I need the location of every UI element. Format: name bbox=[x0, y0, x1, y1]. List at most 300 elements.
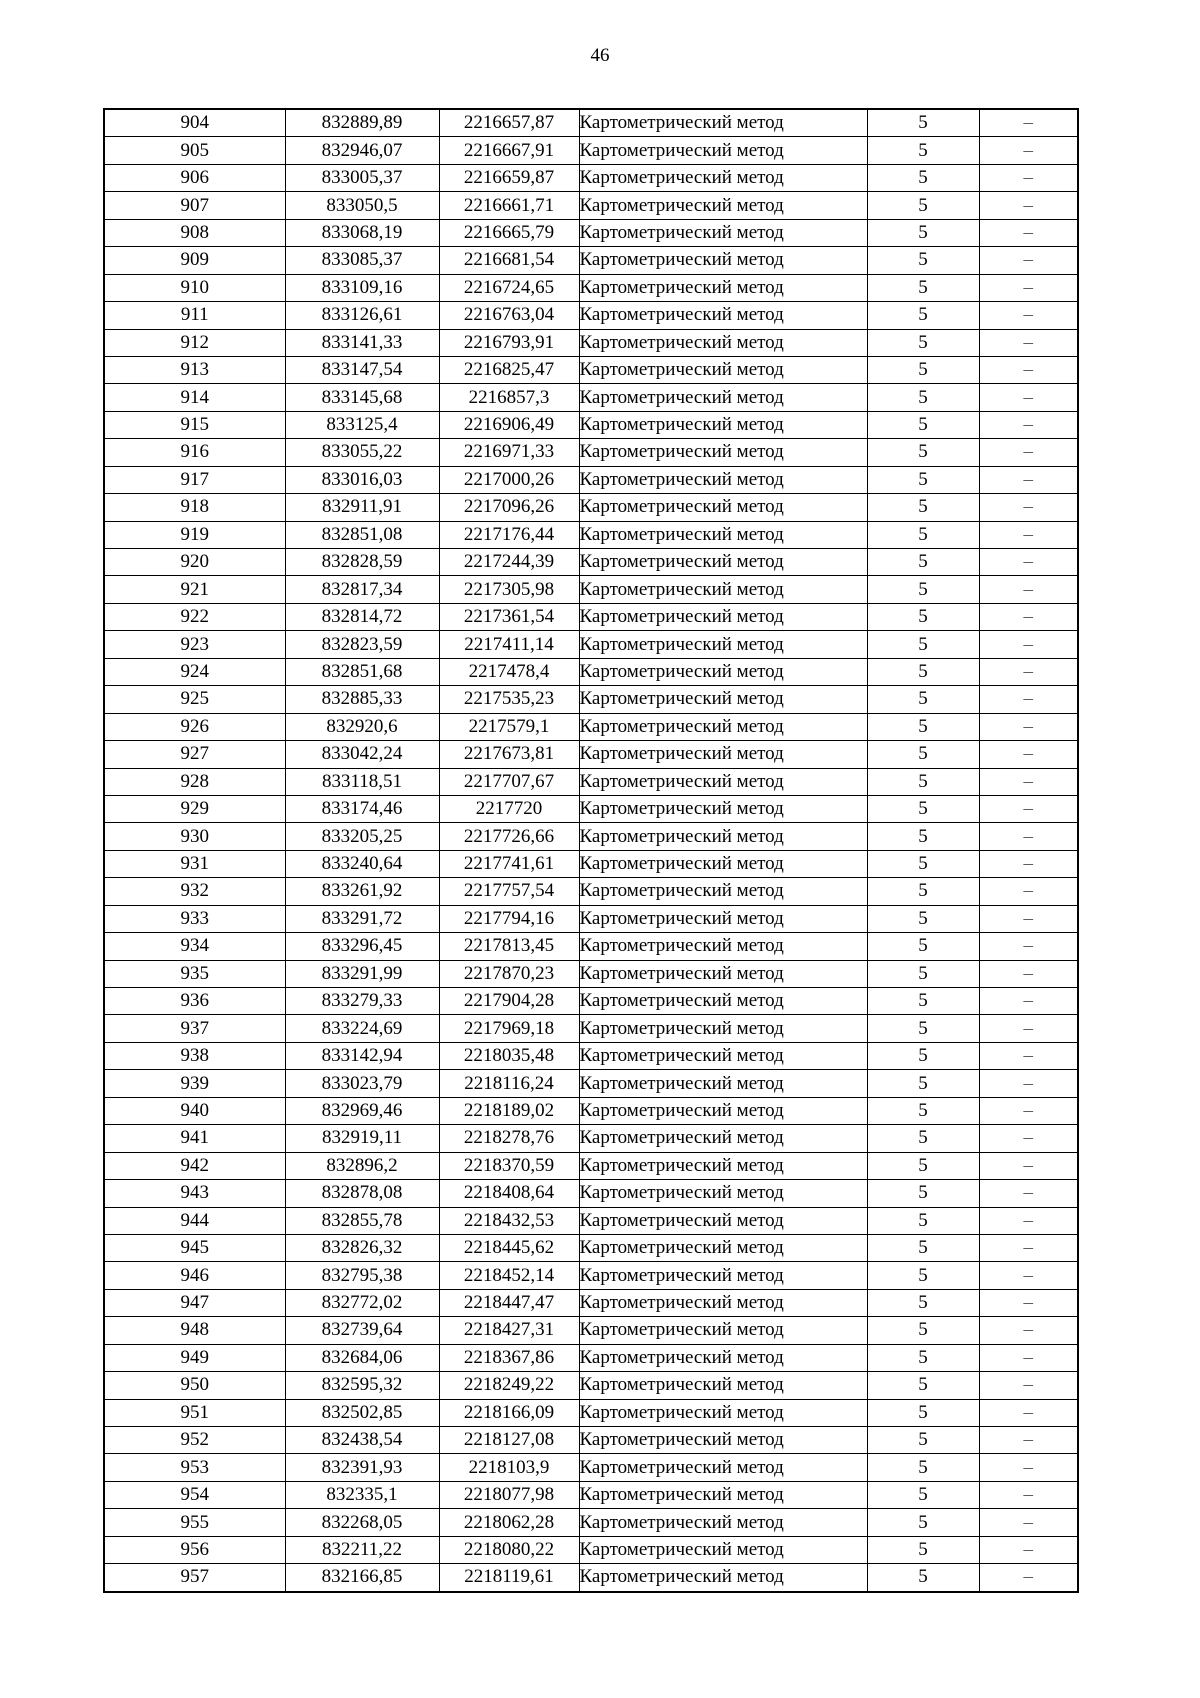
accuracy-cell: 5 bbox=[867, 1427, 979, 1454]
point-number-cell: 916 bbox=[104, 439, 285, 466]
table-row bbox=[104, 164, 1078, 191]
method-cell: Картометрический метод bbox=[579, 960, 867, 987]
description-cell: – bbox=[979, 356, 1078, 383]
point-number-cell: 932 bbox=[104, 878, 285, 905]
table-row bbox=[104, 109, 1078, 137]
point-number-cell: 914 bbox=[104, 384, 285, 411]
y-coordinate-cell: 2216857,3 bbox=[439, 384, 579, 411]
table-row bbox=[104, 960, 1078, 987]
table-row bbox=[104, 521, 1078, 548]
table-row bbox=[104, 466, 1078, 493]
method-cell: Картометрический метод bbox=[579, 1015, 867, 1042]
point-number-cell: 952 bbox=[104, 1427, 285, 1454]
description-cell: – bbox=[979, 686, 1078, 713]
point-number-cell: 930 bbox=[104, 823, 285, 850]
table-row bbox=[104, 713, 1078, 740]
method-cell: Картометрический метод bbox=[579, 933, 867, 960]
accuracy-cell: 5 bbox=[867, 439, 979, 466]
table-row bbox=[104, 1125, 1078, 1152]
accuracy-cell: 5 bbox=[867, 603, 979, 630]
y-coordinate-cell: 2217305,98 bbox=[439, 576, 579, 603]
method-cell: Картометрический метод bbox=[579, 768, 867, 795]
point-number-cell: 922 bbox=[104, 603, 285, 630]
description-cell: – bbox=[979, 1015, 1078, 1042]
y-coordinate-cell: 2216793,91 bbox=[439, 329, 579, 356]
method-cell: Картометрический метод bbox=[579, 137, 867, 164]
accuracy-cell: 5 bbox=[867, 494, 979, 521]
accuracy-cell: 5 bbox=[867, 1564, 979, 1592]
method-cell: Картометрический метод bbox=[579, 878, 867, 905]
method-cell: Картометрический метод bbox=[579, 1564, 867, 1592]
method-cell: Картометрический метод bbox=[579, 1125, 867, 1152]
x-coordinate-cell: 832739,64 bbox=[285, 1317, 439, 1344]
point-number-cell: 944 bbox=[104, 1207, 285, 1234]
table-row bbox=[104, 1481, 1078, 1508]
description-cell: – bbox=[979, 411, 1078, 438]
y-coordinate-cell: 2218445,62 bbox=[439, 1234, 579, 1261]
accuracy-cell: 5 bbox=[867, 356, 979, 383]
x-coordinate-cell: 832946,07 bbox=[285, 137, 439, 164]
x-coordinate-cell: 833291,99 bbox=[285, 960, 439, 987]
accuracy-cell: 5 bbox=[867, 686, 979, 713]
x-coordinate-cell: 832826,32 bbox=[285, 1234, 439, 1261]
accuracy-cell: 5 bbox=[867, 933, 979, 960]
accuracy-cell: 5 bbox=[867, 823, 979, 850]
description-cell: – bbox=[979, 109, 1078, 137]
y-coordinate-cell: 2217720 bbox=[439, 795, 579, 822]
x-coordinate-cell: 833174,46 bbox=[285, 795, 439, 822]
coordinates-table-body bbox=[104, 109, 1078, 1592]
x-coordinate-cell: 832823,59 bbox=[285, 631, 439, 658]
y-coordinate-cell: 2218116,24 bbox=[439, 1070, 579, 1097]
point-number-cell: 948 bbox=[104, 1317, 285, 1344]
accuracy-cell: 5 bbox=[867, 988, 979, 1015]
table-row bbox=[104, 741, 1078, 768]
y-coordinate-cell: 2216659,87 bbox=[439, 164, 579, 191]
point-number-cell: 918 bbox=[104, 494, 285, 521]
method-cell: Картометрический метод bbox=[579, 1481, 867, 1508]
description-cell: – bbox=[979, 768, 1078, 795]
accuracy-cell: 5 bbox=[867, 768, 979, 795]
method-cell: Картометрический метод bbox=[579, 1344, 867, 1371]
description-cell: – bbox=[979, 466, 1078, 493]
y-coordinate-cell: 2217741,61 bbox=[439, 850, 579, 877]
table-row bbox=[104, 1097, 1078, 1124]
point-number-cell: 946 bbox=[104, 1262, 285, 1289]
description-cell: – bbox=[979, 823, 1078, 850]
point-number-cell: 917 bbox=[104, 466, 285, 493]
point-number-cell: 923 bbox=[104, 631, 285, 658]
coordinates-table bbox=[103, 108, 1079, 1593]
table-row bbox=[104, 1427, 1078, 1454]
description-cell: – bbox=[979, 1564, 1078, 1592]
point-number-cell: 954 bbox=[104, 1481, 285, 1508]
description-cell: – bbox=[979, 960, 1078, 987]
point-number-cell: 943 bbox=[104, 1180, 285, 1207]
y-coordinate-cell: 2216667,91 bbox=[439, 137, 579, 164]
table-row bbox=[104, 274, 1078, 301]
method-cell: Картометрический метод bbox=[579, 1234, 867, 1261]
x-coordinate-cell: 832438,54 bbox=[285, 1427, 439, 1454]
method-cell: Картометрический метод bbox=[579, 219, 867, 246]
x-coordinate-cell: 833291,72 bbox=[285, 905, 439, 932]
point-number-cell: 926 bbox=[104, 713, 285, 740]
table-row bbox=[104, 384, 1078, 411]
description-cell: – bbox=[979, 1070, 1078, 1097]
point-number-cell: 942 bbox=[104, 1152, 285, 1179]
y-coordinate-cell: 2217411,14 bbox=[439, 631, 579, 658]
x-coordinate-cell: 833261,92 bbox=[285, 878, 439, 905]
table-row bbox=[104, 768, 1078, 795]
accuracy-cell: 5 bbox=[867, 1234, 979, 1261]
accuracy-cell: 5 bbox=[867, 795, 979, 822]
accuracy-cell: 5 bbox=[867, 905, 979, 932]
y-coordinate-cell: 2217726,66 bbox=[439, 823, 579, 850]
description-cell: – bbox=[979, 302, 1078, 329]
x-coordinate-cell: 832851,68 bbox=[285, 658, 439, 685]
table-row bbox=[104, 1015, 1078, 1042]
accuracy-cell: 5 bbox=[867, 302, 979, 329]
x-coordinate-cell: 833005,37 bbox=[285, 164, 439, 191]
y-coordinate-cell: 2217673,81 bbox=[439, 741, 579, 768]
point-number-cell: 908 bbox=[104, 219, 285, 246]
method-cell: Картометрический метод bbox=[579, 494, 867, 521]
table-row bbox=[104, 1180, 1078, 1207]
x-coordinate-cell: 832828,59 bbox=[285, 549, 439, 576]
description-cell: – bbox=[979, 1399, 1078, 1426]
x-coordinate-cell: 832335,1 bbox=[285, 1481, 439, 1508]
table-row bbox=[104, 411, 1078, 438]
table-row bbox=[104, 439, 1078, 466]
accuracy-cell: 5 bbox=[867, 164, 979, 191]
description-cell: – bbox=[979, 741, 1078, 768]
y-coordinate-cell: 2217096,26 bbox=[439, 494, 579, 521]
y-coordinate-cell: 2218249,22 bbox=[439, 1372, 579, 1399]
point-number-cell: 937 bbox=[104, 1015, 285, 1042]
table-row bbox=[104, 603, 1078, 630]
accuracy-cell: 5 bbox=[867, 850, 979, 877]
method-cell: Картометрический метод bbox=[579, 823, 867, 850]
x-coordinate-cell: 833125,4 bbox=[285, 411, 439, 438]
x-coordinate-cell: 832920,6 bbox=[285, 713, 439, 740]
method-cell: Картометрический метод bbox=[579, 1536, 867, 1563]
table-row bbox=[104, 1509, 1078, 1536]
method-cell: Картометрический метод bbox=[579, 356, 867, 383]
method-cell: Картометрический метод bbox=[579, 1399, 867, 1426]
y-coordinate-cell: 2216763,04 bbox=[439, 302, 579, 329]
accuracy-cell: 5 bbox=[867, 1262, 979, 1289]
table-row bbox=[104, 219, 1078, 246]
x-coordinate-cell: 833118,51 bbox=[285, 768, 439, 795]
method-cell: Картометрический метод bbox=[579, 384, 867, 411]
y-coordinate-cell: 2217904,28 bbox=[439, 988, 579, 1015]
table-row bbox=[104, 1152, 1078, 1179]
table-row bbox=[104, 1317, 1078, 1344]
accuracy-cell: 5 bbox=[867, 1097, 979, 1124]
method-cell: Картометрический метод bbox=[579, 988, 867, 1015]
accuracy-cell: 5 bbox=[867, 960, 979, 987]
method-cell: Картометрический метод bbox=[579, 1372, 867, 1399]
description-cell: – bbox=[979, 850, 1078, 877]
y-coordinate-cell: 2217870,23 bbox=[439, 960, 579, 987]
y-coordinate-cell: 2218127,08 bbox=[439, 1427, 579, 1454]
description-cell: – bbox=[979, 603, 1078, 630]
point-number-cell: 931 bbox=[104, 850, 285, 877]
description-cell: – bbox=[979, 164, 1078, 191]
y-coordinate-cell: 2216681,54 bbox=[439, 247, 579, 274]
table-row bbox=[104, 878, 1078, 905]
table-row bbox=[104, 631, 1078, 658]
table-row bbox=[104, 1262, 1078, 1289]
point-number-cell: 909 bbox=[104, 247, 285, 274]
description-cell: – bbox=[979, 1097, 1078, 1124]
description-cell: – bbox=[979, 988, 1078, 1015]
point-number-cell: 935 bbox=[104, 960, 285, 987]
x-coordinate-cell: 832814,72 bbox=[285, 603, 439, 630]
y-coordinate-cell: 2217361,54 bbox=[439, 603, 579, 630]
accuracy-cell: 5 bbox=[867, 137, 979, 164]
description-cell: – bbox=[979, 1509, 1078, 1536]
point-number-cell: 945 bbox=[104, 1234, 285, 1261]
y-coordinate-cell: 2218278,76 bbox=[439, 1125, 579, 1152]
x-coordinate-cell: 833050,5 bbox=[285, 192, 439, 219]
x-coordinate-cell: 833055,22 bbox=[285, 439, 439, 466]
accuracy-cell: 5 bbox=[867, 1372, 979, 1399]
description-cell: – bbox=[979, 1207, 1078, 1234]
point-number-cell: 949 bbox=[104, 1344, 285, 1371]
point-number-cell: 925 bbox=[104, 686, 285, 713]
x-coordinate-cell: 833068,19 bbox=[285, 219, 439, 246]
method-cell: Картометрический метод bbox=[579, 109, 867, 137]
y-coordinate-cell: 2217535,23 bbox=[439, 686, 579, 713]
point-number-cell: 953 bbox=[104, 1454, 285, 1481]
x-coordinate-cell: 833224,69 bbox=[285, 1015, 439, 1042]
accuracy-cell: 5 bbox=[867, 329, 979, 356]
method-cell: Картометрический метод bbox=[579, 1152, 867, 1179]
point-number-cell: 912 bbox=[104, 329, 285, 356]
point-number-cell: 913 bbox=[104, 356, 285, 383]
description-cell: – bbox=[979, 1536, 1078, 1563]
x-coordinate-cell: 833126,61 bbox=[285, 302, 439, 329]
table-row bbox=[104, 302, 1078, 329]
accuracy-cell: 5 bbox=[867, 1042, 979, 1069]
accuracy-cell: 5 bbox=[867, 384, 979, 411]
point-number-cell: 928 bbox=[104, 768, 285, 795]
accuracy-cell: 5 bbox=[867, 1481, 979, 1508]
table-row bbox=[104, 1454, 1078, 1481]
x-coordinate-cell: 833016,03 bbox=[285, 466, 439, 493]
point-number-cell: 956 bbox=[104, 1536, 285, 1563]
table-row bbox=[104, 933, 1078, 960]
table-row bbox=[104, 1234, 1078, 1261]
point-number-cell: 921 bbox=[104, 576, 285, 603]
accuracy-cell: 5 bbox=[867, 1289, 979, 1316]
description-cell: – bbox=[979, 1372, 1078, 1399]
point-number-cell: 906 bbox=[104, 164, 285, 191]
description-cell: – bbox=[979, 329, 1078, 356]
description-cell: – bbox=[979, 795, 1078, 822]
accuracy-cell: 5 bbox=[867, 109, 979, 137]
description-cell: – bbox=[979, 658, 1078, 685]
description-cell: – bbox=[979, 713, 1078, 740]
y-coordinate-cell: 2217757,54 bbox=[439, 878, 579, 905]
y-coordinate-cell: 2218370,59 bbox=[439, 1152, 579, 1179]
method-cell: Картометрический метод bbox=[579, 1454, 867, 1481]
x-coordinate-cell: 833145,68 bbox=[285, 384, 439, 411]
x-coordinate-cell: 833109,16 bbox=[285, 274, 439, 301]
y-coordinate-cell: 2218103,9 bbox=[439, 1454, 579, 1481]
point-number-cell: 915 bbox=[104, 411, 285, 438]
accuracy-cell: 5 bbox=[867, 521, 979, 548]
table-row bbox=[104, 1289, 1078, 1316]
description-cell: – bbox=[979, 576, 1078, 603]
table-row bbox=[104, 192, 1078, 219]
description-cell: – bbox=[979, 1152, 1078, 1179]
x-coordinate-cell: 833205,25 bbox=[285, 823, 439, 850]
y-coordinate-cell: 2217000,26 bbox=[439, 466, 579, 493]
method-cell: Картометрический метод bbox=[579, 1070, 867, 1097]
x-coordinate-cell: 832885,33 bbox=[285, 686, 439, 713]
y-coordinate-cell: 2217813,45 bbox=[439, 933, 579, 960]
method-cell: Картометрический метод bbox=[579, 686, 867, 713]
page-number: 46 bbox=[590, 45, 610, 66]
y-coordinate-cell: 2217794,16 bbox=[439, 905, 579, 932]
y-coordinate-cell: 2217176,44 bbox=[439, 521, 579, 548]
method-cell: Картометрический метод bbox=[579, 1317, 867, 1344]
x-coordinate-cell: 832889,89 bbox=[285, 109, 439, 137]
accuracy-cell: 5 bbox=[867, 1070, 979, 1097]
method-cell: Картометрический метод bbox=[579, 274, 867, 301]
table-row bbox=[104, 1070, 1078, 1097]
point-number-cell: 936 bbox=[104, 988, 285, 1015]
method-cell: Картометрический метод bbox=[579, 302, 867, 329]
description-cell: – bbox=[979, 274, 1078, 301]
description-cell: – bbox=[979, 905, 1078, 932]
table-row bbox=[104, 1564, 1078, 1592]
x-coordinate-cell: 833085,37 bbox=[285, 247, 439, 274]
x-coordinate-cell: 832595,32 bbox=[285, 1372, 439, 1399]
method-cell: Картометрический метод bbox=[579, 549, 867, 576]
y-coordinate-cell: 2218447,47 bbox=[439, 1289, 579, 1316]
table-row bbox=[104, 1372, 1078, 1399]
accuracy-cell: 5 bbox=[867, 1125, 979, 1152]
method-cell: Картометрический метод bbox=[579, 741, 867, 768]
table-row bbox=[104, 905, 1078, 932]
description-cell: – bbox=[979, 1042, 1078, 1069]
point-number-cell: 919 bbox=[104, 521, 285, 548]
description-cell: – bbox=[979, 137, 1078, 164]
method-cell: Картометрический метод bbox=[579, 466, 867, 493]
point-number-cell: 951 bbox=[104, 1399, 285, 1426]
table-row bbox=[104, 1344, 1078, 1371]
method-cell: Картометрический метод bbox=[579, 1427, 867, 1454]
method-cell: Картометрический метод bbox=[579, 603, 867, 630]
accuracy-cell: 5 bbox=[867, 219, 979, 246]
point-number-cell: 905 bbox=[104, 137, 285, 164]
description-cell: – bbox=[979, 1344, 1078, 1371]
accuracy-cell: 5 bbox=[867, 549, 979, 576]
accuracy-cell: 5 bbox=[867, 411, 979, 438]
y-coordinate-cell: 2217579,1 bbox=[439, 713, 579, 740]
description-cell: – bbox=[979, 384, 1078, 411]
y-coordinate-cell: 2217478,4 bbox=[439, 658, 579, 685]
description-cell: – bbox=[979, 192, 1078, 219]
table-row bbox=[104, 137, 1078, 164]
y-coordinate-cell: 2216724,65 bbox=[439, 274, 579, 301]
y-coordinate-cell: 2218080,22 bbox=[439, 1536, 579, 1563]
description-cell: – bbox=[979, 878, 1078, 905]
accuracy-cell: 5 bbox=[867, 192, 979, 219]
table-row bbox=[104, 686, 1078, 713]
method-cell: Картометрический метод bbox=[579, 713, 867, 740]
description-cell: – bbox=[979, 1317, 1078, 1344]
table-row bbox=[104, 1207, 1078, 1234]
y-coordinate-cell: 2216971,33 bbox=[439, 439, 579, 466]
y-coordinate-cell: 2216906,49 bbox=[439, 411, 579, 438]
method-cell: Картометрический метод bbox=[579, 576, 867, 603]
description-cell: – bbox=[979, 1262, 1078, 1289]
x-coordinate-cell: 832911,91 bbox=[285, 494, 439, 521]
method-cell: Картометрический метод bbox=[579, 1509, 867, 1536]
description-cell: – bbox=[979, 494, 1078, 521]
point-number-cell: 947 bbox=[104, 1289, 285, 1316]
y-coordinate-cell: 2218408,64 bbox=[439, 1180, 579, 1207]
y-coordinate-cell: 2216661,71 bbox=[439, 192, 579, 219]
table-row bbox=[104, 549, 1078, 576]
y-coordinate-cell: 2218077,98 bbox=[439, 1481, 579, 1508]
table-row bbox=[104, 356, 1078, 383]
accuracy-cell: 5 bbox=[867, 1207, 979, 1234]
x-coordinate-cell: 832795,38 bbox=[285, 1262, 439, 1289]
x-coordinate-cell: 833142,94 bbox=[285, 1042, 439, 1069]
description-cell: – bbox=[979, 1234, 1078, 1261]
method-cell: Картометрический метод bbox=[579, 1097, 867, 1124]
table-row bbox=[104, 247, 1078, 274]
accuracy-cell: 5 bbox=[867, 1454, 979, 1481]
point-number-cell: 938 bbox=[104, 1042, 285, 1069]
x-coordinate-cell: 832211,22 bbox=[285, 1536, 439, 1563]
method-cell: Картометрический метод bbox=[579, 192, 867, 219]
description-cell: – bbox=[979, 1125, 1078, 1152]
accuracy-cell: 5 bbox=[867, 1015, 979, 1042]
point-number-cell: 957 bbox=[104, 1564, 285, 1592]
y-coordinate-cell: 2218166,09 bbox=[439, 1399, 579, 1426]
y-coordinate-cell: 2217707,67 bbox=[439, 768, 579, 795]
table-row bbox=[104, 823, 1078, 850]
x-coordinate-cell: 832391,93 bbox=[285, 1454, 439, 1481]
x-coordinate-cell: 832166,85 bbox=[285, 1564, 439, 1592]
x-coordinate-cell: 833279,33 bbox=[285, 988, 439, 1015]
point-number-cell: 907 bbox=[104, 192, 285, 219]
table-row bbox=[104, 850, 1078, 877]
y-coordinate-cell: 2218367,86 bbox=[439, 1344, 579, 1371]
point-number-cell: 955 bbox=[104, 1509, 285, 1536]
table-row bbox=[104, 795, 1078, 822]
point-number-cell: 934 bbox=[104, 933, 285, 960]
description-cell: – bbox=[979, 1454, 1078, 1481]
y-coordinate-cell: 2218119,61 bbox=[439, 1564, 579, 1592]
x-coordinate-cell: 832855,78 bbox=[285, 1207, 439, 1234]
x-coordinate-cell: 833023,79 bbox=[285, 1070, 439, 1097]
description-cell: – bbox=[979, 521, 1078, 548]
x-coordinate-cell: 832772,02 bbox=[285, 1289, 439, 1316]
x-coordinate-cell: 832684,06 bbox=[285, 1344, 439, 1371]
point-number-cell: 910 bbox=[104, 274, 285, 301]
table-row bbox=[104, 1042, 1078, 1069]
table-row bbox=[104, 1399, 1078, 1426]
table-row bbox=[104, 1536, 1078, 1563]
y-coordinate-cell: 2218452,14 bbox=[439, 1262, 579, 1289]
